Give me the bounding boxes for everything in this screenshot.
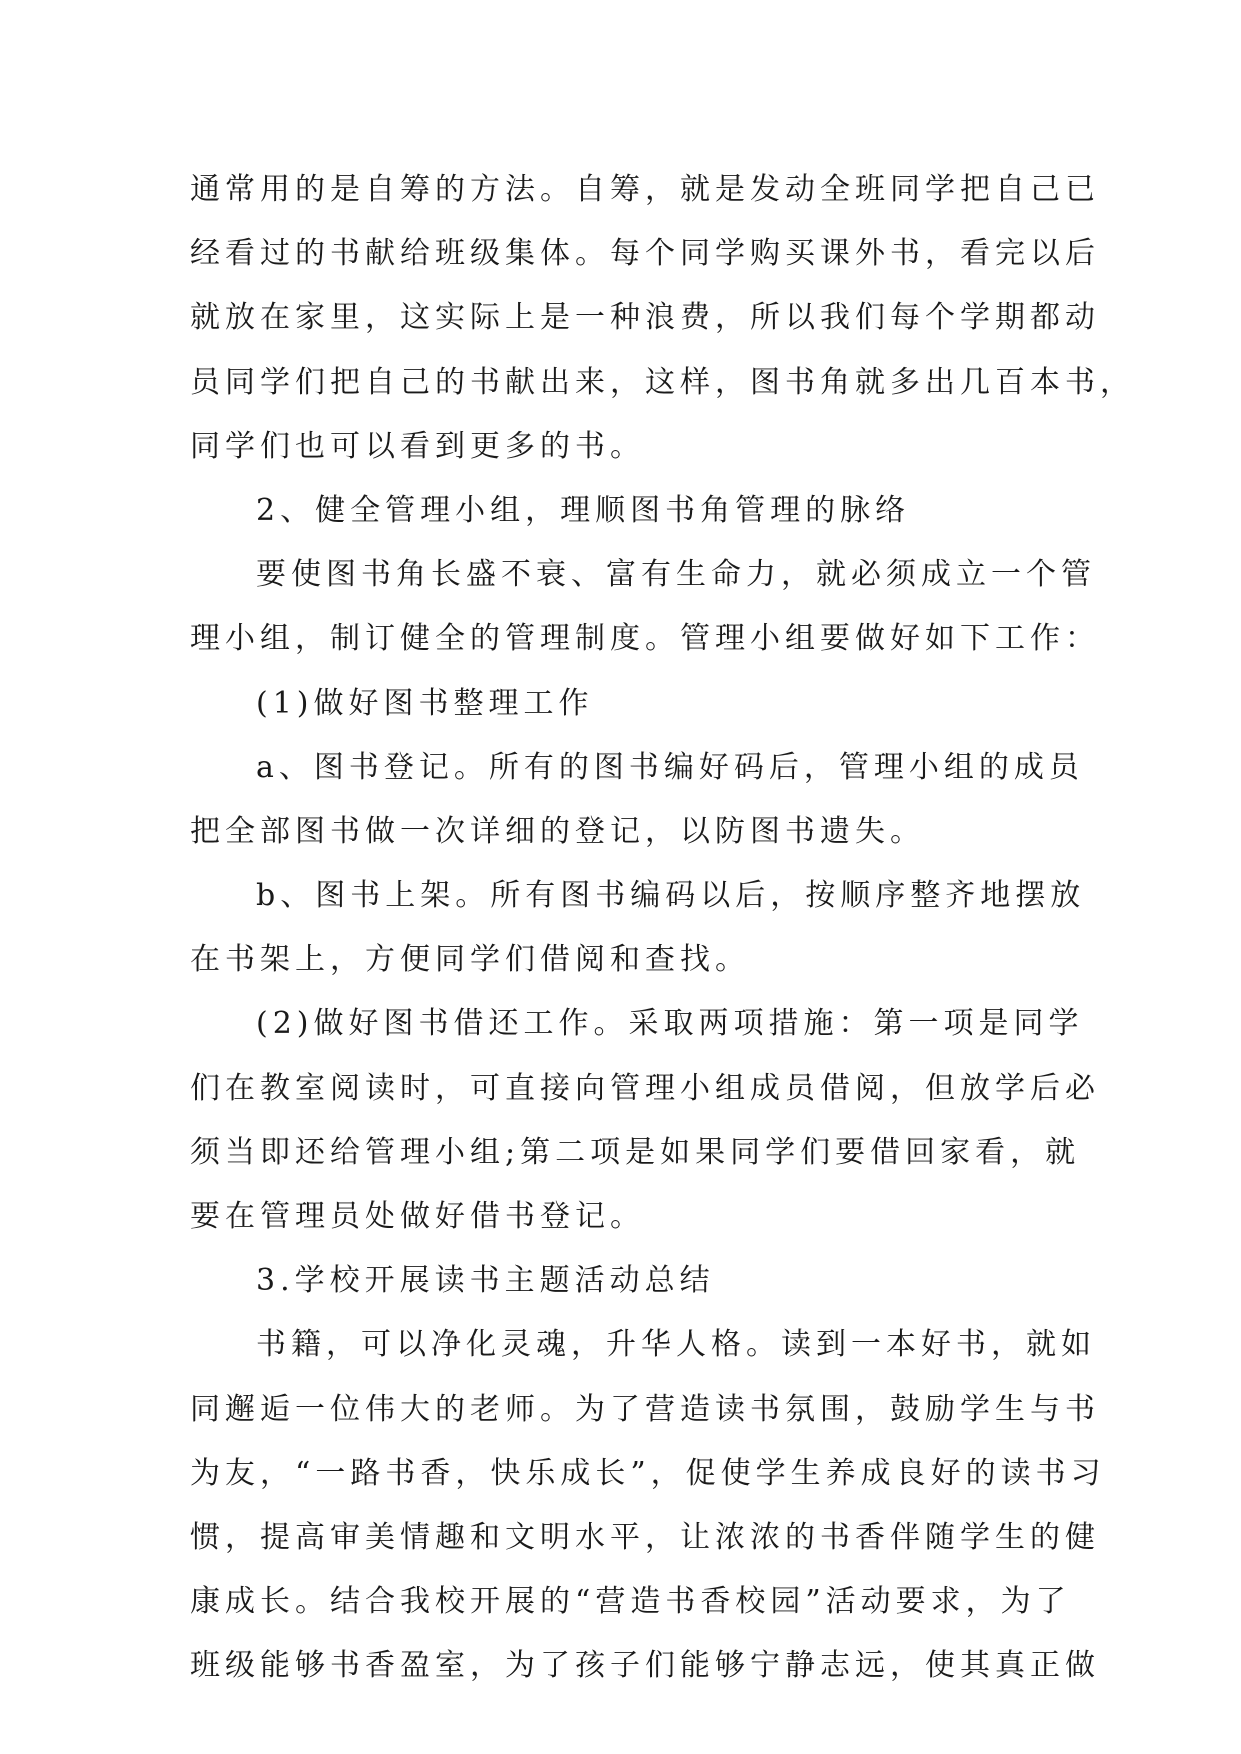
text-line: 把全部图书做一次详细的登记，以防图书遗失。 [190,813,925,849]
text-line: 惯，提高审美情趣和文明水平，让浓浓的书香伴随学生的健 [190,1519,1100,1555]
text-line: b、图书上架。所有图书编码以后，按顺序整齐地摆放 [256,878,1086,914]
text-line: 就放在家里，这实际上是一种浪费，所以我们每个学期都动 [190,300,1100,336]
text-line: 班级能够书香盈室，为了孩子们能够宁静志远，使其真正做 [190,1648,1100,1684]
document-body [190,158,1135,1699]
text-line: 为友，“一路书香，快乐成长”，促使学生养成良好的读书习 [190,1455,1106,1491]
text-line: 要在管理员处做好借书登记。 [190,1199,645,1234]
subsection-heading: (1)做好图书整理工作 [256,685,594,721]
text-line: (2)做好图书借还工作。采取两项措施：第一项是同学 [256,1006,1084,1042]
text-line: 同学们也可以看到更多的书。 [190,428,645,464]
text-line: 们在教室阅读时，可直接向管理小组成员借阅，但放学后必 [190,1070,1100,1106]
text-line: 书籍，可以净化灵魂，升华人格。读到一本好书，就如 [256,1327,1096,1363]
text-line: a、图书登记。所有的图书编好码后，管理小组的成员 [256,749,1084,785]
text-line: 同邂逅一位伟大的老师。为了营造读书氛围，鼓励学生与书 [190,1391,1100,1427]
section-heading: 3.学校开展读书主题活动总结 [256,1263,715,1299]
text-line: 须当即还给管理小组;第二项是如果同学们要借回家看，就 [190,1134,1081,1170]
text-line: 理小组，制订健全的管理制度。管理小组要做好如下工作： [190,621,1100,657]
text-line: 要使图书角长盛不衰、富有生命力，就必须成立一个管 [256,557,1096,593]
text-line: 康成长。结合我校开展的“营造书香校园”活动要求，为了 [190,1584,1071,1620]
text-line: 在书架上，方便同学们借阅和查找。 [190,942,750,978]
text-line: 通常用的是自筹的方法。自筹，就是发动全班同学把自己已 [190,172,1100,207]
section-heading: 2、健全管理小组，理顺图书角管理的脉络 [256,492,911,528]
text-line: 员同学们把自己的书献出来，这样，图书角就多出几百本书， [190,364,1135,400]
text-line: 经看过的书献给班级集体。每个同学购买课外书，看完以后 [190,236,1100,272]
